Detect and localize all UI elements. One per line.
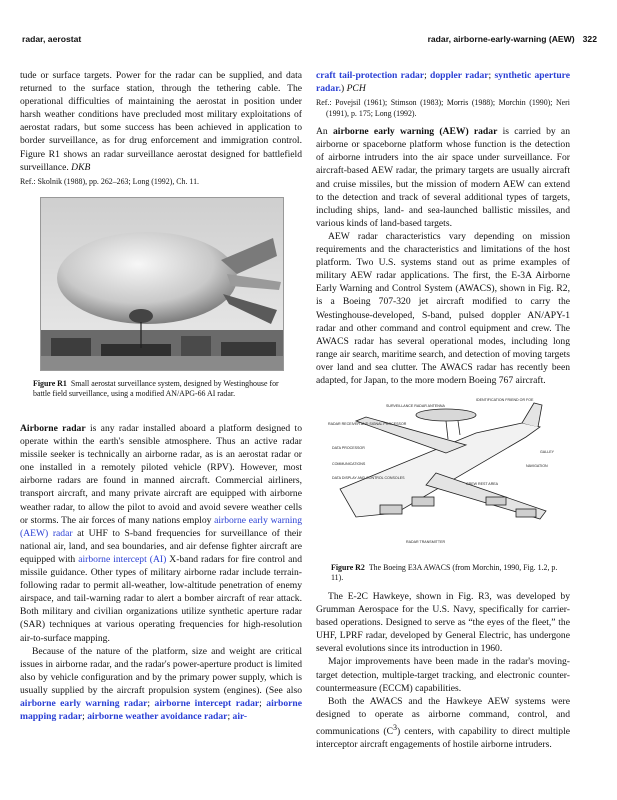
diagram-label: COMMUNICATIONS xyxy=(332,462,366,466)
superscript: 3 xyxy=(393,722,398,732)
see-link[interactable]: airborne intercept radar xyxy=(154,697,260,709)
figure-r2-diagram xyxy=(326,393,572,553)
see-link[interactable]: air- xyxy=(232,711,248,723)
figure-r2-label: Figure R2 xyxy=(331,563,365,572)
right-column-top xyxy=(316,69,570,387)
e2c-text-b: ) centers, with capability to direct multiple interceptor aircraft engagements of hostile airborne intruders. xyxy=(316,726,571,751)
paren-close: ) xyxy=(340,83,347,95)
aew-para-2: AEW radar characteristics vary depending on mission requirements and the characteristics and limitations of the host platform. Two U.S. systems stand out as prime examples of military AEW radar applications. The first, the E-3A Airborne Early Warning and Control System (AWACS), shown in Fig. R2, is a Boeing 707-320 jet aircraft modified to carry the Westinghouse-developed, S-band, pulsed doppler AN/APY-1 radar and other command and control equipment and crew. The AWACS radar has several operational modes, including long range air search, maritime search, and detection of moving targets over land and sea clutter. The AWACS radar has recently been adapted, for Japan, to the more modern Boeing 767 aircraft. xyxy=(316,230,570,386)
awacs-aircraft-icon xyxy=(326,393,572,553)
reference: Ref.: Skolnik (1988), pp. 262–263; Long (1992), Ch. 11. xyxy=(20,176,199,186)
figure-r1-label: Figure R1 xyxy=(33,379,67,388)
airborne-text-d: Because of the nature of the platform, size and weight are critical issues in airborne radar, and the radar's power-aperture product is limited also by vehicle configuration and by the primary power supply, which is usually supplied by the aircraft propulsion system (engines). (See also xyxy=(20,645,302,696)
diagram-label: IDENTIFICATION FRIEND OR FOE xyxy=(476,398,534,402)
see-link[interactable]: airborne mapping radar xyxy=(20,697,302,723)
e2c-para-2: Major improvements have been made in the radar's moving-target detection, multiple-target tracking, and electronic counter-countermeasure (ECCM) capabilities. xyxy=(316,656,570,694)
aew-para-1 xyxy=(316,125,570,230)
diagram-label: CREW REST AREA xyxy=(466,482,499,486)
e2c-para-1: The E-2C Hawkeye, shown in Fig. R3, was developed by Grumman Aerospace for the U.S. Navy, specifically for carrier-based operations. Designed to serve as “the eyes of the fleet,” the UHF, LPRF radar, developed by General Electric, has undergone several evolutions since its introduction in 1960. xyxy=(316,591,570,655)
airborne-para-2: Because of the nature of the platform, size and weight are critical issues in airborne radar, and the radar's power-aperture product is limited also by vehicle configuration and by the primary power supply, which is usually supplied by the aircraft propulsion system (engines). (See also airborne early warning radar; airborne intercept radar; airborne mapping radar; airborne weather avoidance radar; air- xyxy=(20,645,302,723)
link-ai-radar[interactable]: airborne intercept (AI) xyxy=(78,553,167,565)
entry-term: airborne early warning (AEW) radar xyxy=(332,126,498,138)
entry-term: Airborne radar xyxy=(20,423,86,434)
aerostat-continuation xyxy=(20,69,302,174)
aerostat-photo-icon xyxy=(41,198,283,370)
aerostat-text: tude or surface targets. Power for the radar can be supplied, and data returned to the surface station, through the tethering cable. The operational difficulties of maintaining the aerostat in position under harsh weather conditions have precluded most military exploitations of aerostat radars, but some success has been achieved in application to border surveillance, as for drug enforcement and immigration control. Figure R1 shows an radar surveillance aerostat designed for battlefield surveillance. xyxy=(20,70,302,173)
author-initials: DKB xyxy=(71,161,91,173)
running-head-left: radar, aerostat xyxy=(22,34,82,44)
e2c-text-a: Both the AWACS and the Hawkeye AEW systems were designed to operate as airborne command, control, and communications (C xyxy=(316,695,570,738)
figure-r1-photo xyxy=(40,197,284,371)
diagram-label: RADAR TRANSMITTER xyxy=(406,540,446,544)
diagram-label: GALLEY xyxy=(540,450,554,454)
page-number: 322 xyxy=(582,34,597,44)
aew-text-b: is carried by an airborne or spaceborne platform whose function is the detection of airborne intruders into the air space under surveillance. For aircraft-based AEW radar, the primary targets are usually aircraft and cruise missiles, but the mission of modern AEW can extend to the detection and track of several additional types of targets, including ships, land- and sea-launched ballistic missiles, and various kinds of land-based targets. xyxy=(316,126,570,229)
running-head-right xyxy=(428,34,597,44)
author-initials: PCH xyxy=(346,83,366,95)
diagram-label: NAVIGATION xyxy=(526,464,548,468)
figure-r1-caption-text: Small aerostat surveillance system, designed by Westinghouse for battle field surveillance, using a modified AN/APG-66 AI radar. xyxy=(33,379,279,399)
page-header xyxy=(22,34,597,48)
airborne-text-a: is any radar installed aboard a platform designed to operate within the earth's sensible atmosphere. Thus an active radar missile seeker is technically an airborne radar, as is an aerostat radar or one installed in a remotely piloted vehicle (RPV). However, most airborne radars are found in manned aircraft. Commercial airliners, transport aircraft, and many private aircraft are equipped with airborne weather radar, to allow the pilot to avoid and avoid severe weather cells or storms. The air forces of many nations employ xyxy=(20,423,302,526)
diagram-label: RADAR RECEIVER AND SIGNAL PROCESSOR xyxy=(328,422,407,426)
airborne-continuation: craft tail-protection radar; doppler radar; synthetic aperture radar.) PCH xyxy=(316,70,570,95)
figure-r2-caption xyxy=(331,563,571,583)
see-link[interactable]: doppler radar xyxy=(430,70,489,81)
see-link[interactable]: craft tail-protection radar xyxy=(316,70,425,81)
diagram-label: DATA DISPLAY AND CONTROL CONSOLES xyxy=(332,476,405,480)
e2c-section xyxy=(316,590,570,751)
see-link[interactable]: synthetic aperture radar. xyxy=(316,70,570,95)
running-head-right-text: radar, airborne-early-warning (AEW) xyxy=(427,34,575,44)
airborne-radar-entry xyxy=(20,422,302,723)
airborne-text-c: X-band radars for fire control and missile guidance. Other types of military airborne radar include terrain-following radar to permit all-weather, low-altitude penetration of enemy airspace, and tail-warning radar to alert a bomber aircraft of rear attack. Both military and civilian organizations utilize synthetic aperture radar (SAR) techniques at various operating frequencies for high-resolution air-to-surface mapping. xyxy=(20,553,302,644)
diagram-label: SURVEILLANCE RADAR ANTENNA xyxy=(386,404,445,408)
aew-text-a: An xyxy=(316,126,333,138)
link-aew-radar[interactable]: airborne early warning (AEW) radar xyxy=(20,514,303,539)
figure-r1-caption xyxy=(33,379,295,399)
airborne-para-1 xyxy=(20,422,302,645)
e2c-para-3 xyxy=(316,695,570,752)
reference: Ref.: Povejsil (1961); Stimson (1983); Morris (1988); Morchin (1990); Neri (1991), p. 175; Long (1992). xyxy=(316,98,570,118)
see-link[interactable]: airborne weather avoidance radar xyxy=(87,711,228,723)
see-link[interactable]: airborne early warning radar xyxy=(20,697,148,709)
airborne-text-b: at UHF to S-band frequencies for surveillance of their national air, land, and sea boundaries, and air defense fighter aircraft are equipped with xyxy=(20,527,302,565)
left-column-top xyxy=(20,69,302,187)
diagram-label: DATA PROCESSOR xyxy=(332,446,365,450)
figure-r2-caption-text: The Boeing E3A AWACS (from Morchin, 1990, Fig. 1.2, p. 11). xyxy=(331,563,558,583)
